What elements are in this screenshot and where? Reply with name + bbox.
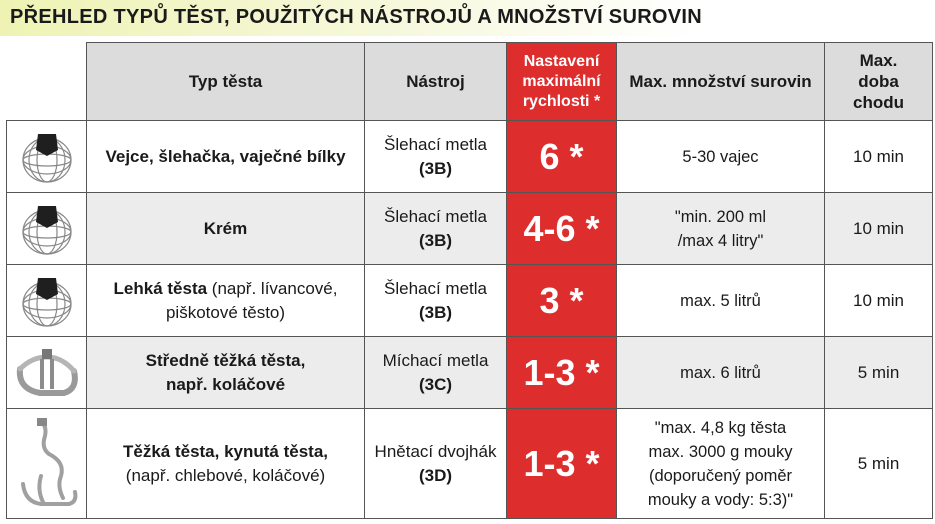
speed-cell: 6 * (507, 121, 617, 193)
dough-type-bold-2: např. koláčové (165, 374, 286, 394)
dough-type-note-2: (např. chlebové, koláčové) (125, 465, 326, 485)
table-row (7, 265, 933, 337)
dough-type-bold: Vejce, šlehačka, vaječné bílky (105, 146, 346, 166)
speed-cell: 3 * (507, 265, 617, 337)
row-icon-cell (7, 193, 87, 265)
quantity-cell (617, 193, 825, 265)
whisk-icon (16, 198, 78, 260)
dough-type-cell (87, 121, 365, 193)
table-row (7, 121, 933, 193)
quantity-cell (617, 409, 825, 519)
tool-name: Míchací metla (382, 350, 489, 370)
tool-cell (365, 193, 507, 265)
table-row (7, 409, 933, 519)
dough-type-bold: Těžká těsta, kynutá těsta, (122, 441, 329, 461)
tool-name: Šlehací metla (384, 134, 487, 154)
row-icon-cell (7, 337, 87, 409)
tool-name: Hnětací dvojhák (374, 441, 497, 461)
tool-code: (3B) (418, 230, 453, 250)
table-row (7, 337, 933, 409)
quantity-line: "min. 200 ml (674, 207, 767, 226)
tool-name: Šlehací metla (384, 278, 487, 298)
quantity-line: (doporučený poměr (648, 466, 793, 485)
header-max-time: Max. doba chodu (825, 43, 933, 121)
k-beater-icon (12, 345, 82, 401)
tool-cell (365, 409, 507, 519)
quantity-line: max. 5 litrů (680, 291, 761, 310)
row-icon-cell (7, 265, 87, 337)
quantity-line: mouky a vody: 5:3)" (647, 490, 794, 509)
dough-type-note: (např. lívancové, (207, 278, 338, 298)
quantity-cell (617, 121, 825, 193)
quantity-line: max. 6 litrů (680, 363, 761, 382)
time-cell: 10 min (825, 193, 933, 265)
dough-type-bold: Krém (203, 218, 248, 238)
quantity-cell (617, 337, 825, 409)
tool-code: (3C) (418, 374, 453, 394)
speed-cell: 4-6 * (507, 193, 617, 265)
quantity-line: max. 3000 g mouky (648, 442, 793, 461)
header-max-speed: Nastavení maximální rychlosti * (507, 43, 617, 121)
header-max-quantity: Max. množství surovin (617, 43, 825, 121)
quantity-cell (617, 265, 825, 337)
tool-cell (365, 121, 507, 193)
tool-code: (3D) (418, 465, 453, 485)
header-blank (7, 43, 87, 121)
quantity-line: /max 4 litry" (677, 231, 764, 250)
whisk-icon (16, 126, 78, 188)
dough-type-note-2: piškotové těsto) (165, 302, 286, 322)
dough-type-cell (87, 193, 365, 265)
dough-type-cell (87, 409, 365, 519)
speed-cell: 1-3 * (507, 409, 617, 519)
speed-cell: 1-3 * (507, 337, 617, 409)
dough-type-cell (87, 265, 365, 337)
tool-cell (365, 265, 507, 337)
time-cell: 10 min (825, 121, 933, 193)
dough-type-cell (87, 337, 365, 409)
header-tool: Nástroj (365, 43, 507, 121)
header-dough-type: Typ těsta (87, 43, 365, 121)
quantity-line: "max. 4,8 kg těsta (654, 418, 787, 437)
tool-name: Šlehací metla (384, 206, 487, 226)
tool-code: (3B) (418, 302, 453, 322)
tool-cell (365, 337, 507, 409)
dough-type-bold: Lehká těsta (113, 278, 208, 298)
whisk-icon (16, 270, 78, 332)
time-cell: 5 min (825, 409, 933, 519)
dough-type-bold: Středně těžká těsta, (145, 350, 306, 370)
time-cell: 5 min (825, 337, 933, 409)
row-icon-cell (7, 121, 87, 193)
page-title: PŘEHLED TYPŮ TĚST, POUŽITÝCH NÁSTROJŮ A MNOŽSTVÍ SUROVIN (10, 6, 703, 28)
time-cell: 10 min (825, 265, 933, 337)
dough-hook-icon (11, 414, 83, 514)
tool-code: (3B) (418, 158, 453, 178)
overview-table (6, 42, 933, 519)
header-row (7, 43, 933, 121)
row-icon-cell (7, 409, 87, 519)
table-row (7, 193, 933, 265)
quantity-line: 5-30 vajec (682, 147, 759, 166)
